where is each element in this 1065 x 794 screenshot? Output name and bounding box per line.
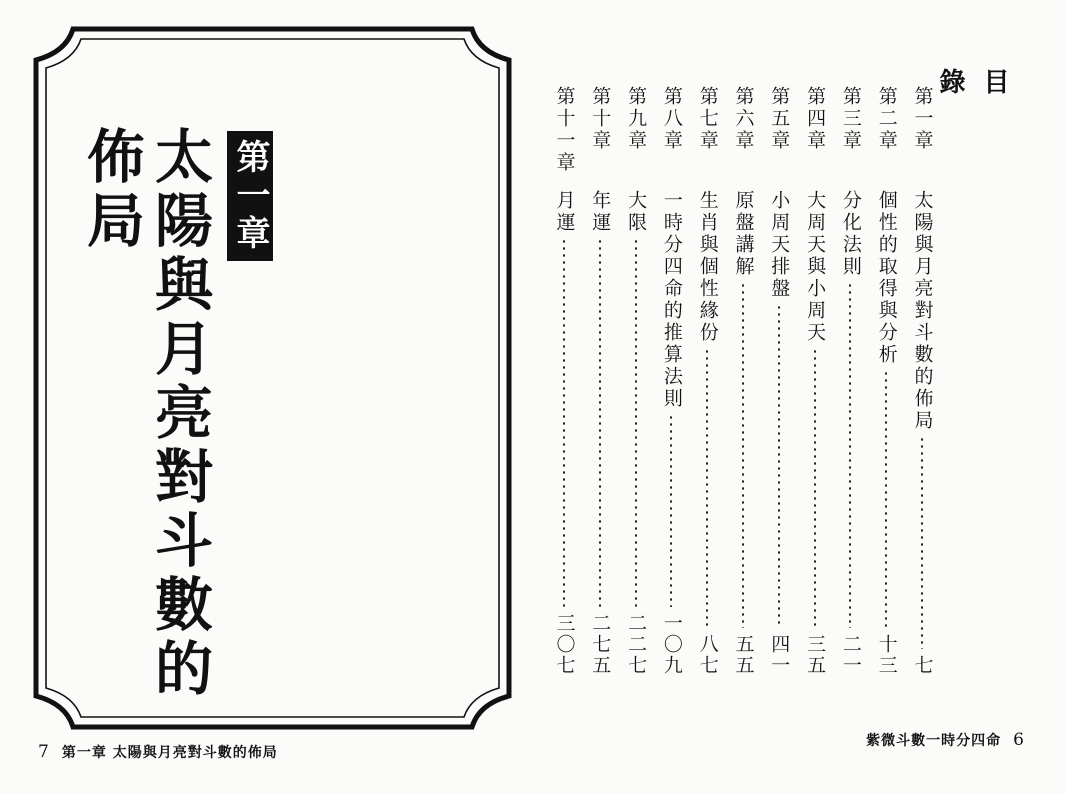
toc-entry-chapter: 第十章 [589, 86, 612, 152]
toc-entry [907, 86, 937, 676]
toc-entry-chapter: 第五章 [768, 86, 791, 152]
toc-entry [656, 86, 686, 676]
toc-heading: 目錄 [935, 68, 1009, 124]
toc-leader-dots [563, 238, 565, 607]
toc-entry-chapter: 第三章 [839, 86, 862, 152]
toc-leader-dots [599, 238, 601, 607]
toc-leader-dots [635, 238, 637, 607]
toc-entry-chapter: 第四章 [804, 86, 827, 152]
toc-entry-title: 分化法則 [839, 190, 862, 278]
toc-entry-chapter: 第一章 [911, 86, 934, 152]
toc-entry-title: 原盤講解 [732, 190, 755, 278]
toc-leader-dots [814, 348, 816, 628]
toc-entry [764, 86, 794, 676]
toc-entry [835, 86, 865, 676]
toc-entry [728, 86, 758, 676]
toc-entry-chapter: 第二章 [875, 86, 898, 152]
toc-leader-dots [706, 348, 708, 628]
toc-entry-title: 大周天與小周天 [804, 190, 827, 344]
right-page-footer [866, 730, 1025, 752]
toc-entry-page: 五五 [732, 634, 755, 676]
chapter-frame [33, 26, 512, 730]
toc-entry-title: 太陽與月亮對斗數的佈局 [911, 190, 934, 432]
toc-entry-chapter: 第六章 [732, 86, 755, 152]
toc-entry-page: 八七 [696, 634, 719, 676]
toc-entry [621, 86, 651, 676]
toc-entry [549, 86, 579, 676]
toc-entry-page: 三〇七 [553, 613, 576, 676]
toc-entry-page: 二七五 [589, 613, 612, 676]
chapter-title: 太陽與月亮對斗數的佈局 [77, 126, 213, 702]
left-page-footer [38, 742, 278, 764]
toc-entry-page: 一〇九 [660, 613, 683, 676]
toc-entry [871, 86, 901, 676]
toc-entry-title: 月運 [553, 190, 576, 234]
toc-entry-title: 生肖與個性緣份 [696, 190, 719, 344]
toc-entry-chapter: 第九章 [625, 86, 648, 152]
toc-leader-dots [885, 370, 887, 628]
toc-entry-chapter: 第七章 [696, 86, 719, 152]
toc-entry-title: 個性的取得與分析 [875, 190, 898, 366]
left-running-head: 第一章 太陽與月亮對斗數的佈局 [61, 745, 278, 761]
toc-entry-title: 年運 [589, 190, 612, 234]
toc-leader-dots [921, 436, 923, 649]
toc-entry-title: 小周天排盤 [768, 190, 791, 300]
toc-leader-dots [670, 414, 672, 607]
toc-leader-dots [742, 282, 744, 628]
toc-entry-chapter: 第八章 [660, 86, 683, 152]
toc-entry-page: 二二七 [625, 613, 648, 676]
toc-entry-chapter: 第十一章 [553, 86, 576, 174]
toc-entry-page: 十三 [875, 634, 898, 676]
toc-leader-dots [849, 282, 851, 628]
toc-entry [585, 86, 615, 676]
right-page-number: 6 [1013, 730, 1025, 750]
toc-entry-title: 一時分四命的推算法則 [660, 190, 683, 410]
toc-entry-page: 二一 [839, 634, 862, 676]
left-page-number: 7 [38, 742, 50, 762]
chapter-badge: 第一章 [227, 131, 273, 261]
toc-entry-page: 七 [911, 655, 934, 676]
toc-entry-title: 大限 [625, 190, 648, 234]
toc-leader-dots [778, 304, 780, 628]
toc-entry [800, 86, 830, 676]
toc-entry-page: 四一 [768, 634, 791, 676]
toc-entry-page: 三五 [804, 634, 827, 676]
toc-entry [692, 86, 722, 676]
right-running-head: 紫微斗數一時分四命 [866, 733, 1002, 749]
